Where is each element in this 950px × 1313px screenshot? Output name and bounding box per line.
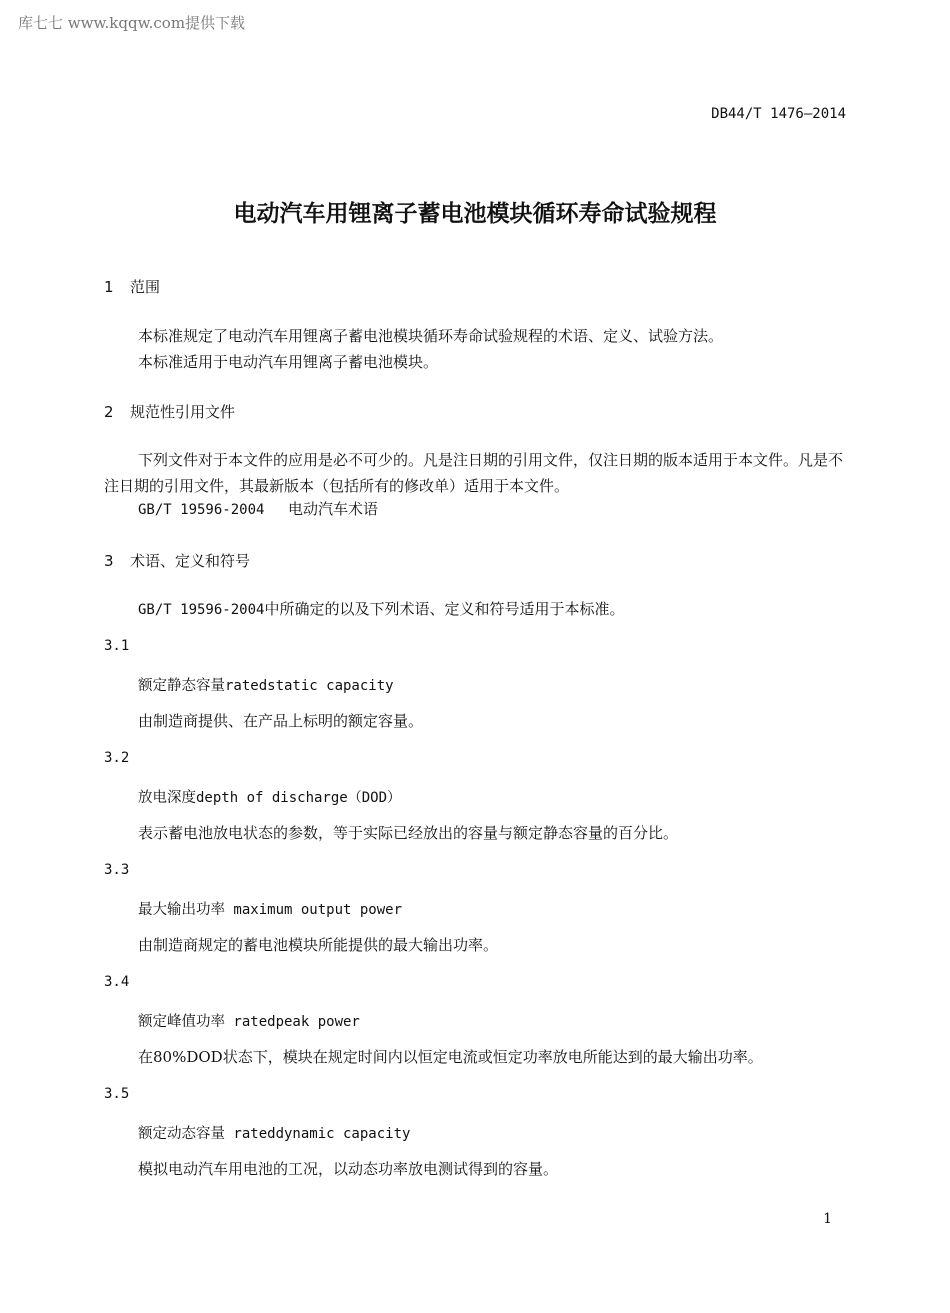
clause-number: 3.1 xyxy=(104,638,130,654)
section-title: 范围 xyxy=(130,278,161,296)
document-title: 电动汽车用锂离子蓄电池模块循环寿命试验规程 xyxy=(233,201,717,227)
reference-title: 电动汽车术语 xyxy=(288,500,379,518)
standard-number: DB44/T 1476—2014 xyxy=(711,106,846,122)
clause-number: 3.2 xyxy=(104,750,130,766)
section-number: 2 xyxy=(104,403,114,421)
term-zh: 额定静态容量 xyxy=(138,678,225,694)
paragraph: 下列文件对于本文件的应用是必不可少的。凡是注日期的引用文件，仅注日期的版本适用于本文件。凡是不注日期的引用文件，其最新版本（包括所有的修改单）适用于本文件。 xyxy=(104,451,844,495)
paragraph: 本标准适用于电动汽车用锂离子蓄电池模块。 xyxy=(138,353,439,371)
reference-entry xyxy=(138,498,378,519)
term xyxy=(138,786,401,807)
section-number: 3 xyxy=(104,552,114,570)
term-definition: 表示蓄电池放电状态的参数，等于实际已经放出的容量与额定静态容量的百分比。 xyxy=(138,824,679,842)
section-2-heading xyxy=(104,401,235,422)
term-en: maximum output power xyxy=(225,902,403,918)
term-en: depth of discharge（DOD） xyxy=(196,790,402,806)
term-zh: 最大输出功率 xyxy=(138,902,225,918)
reference-code: GB/T 19596-2004 xyxy=(138,502,265,518)
section-title: 术语、定义和符号 xyxy=(130,552,251,570)
term xyxy=(138,1122,410,1143)
paragraph-text: 中所确定的以及下列术语、定义和符号适用于本标准。 xyxy=(264,600,625,618)
term-en: ratedstatic capacity xyxy=(225,678,394,694)
section-3-heading xyxy=(104,550,250,571)
clause-number: 3.3 xyxy=(104,862,130,878)
term-zh: 放电深度 xyxy=(138,790,196,806)
reference-code: GB/T 19596-2004 xyxy=(138,602,265,618)
term-definition: 由制造商规定的蓄电池模块所能提供的最大输出功率。 xyxy=(138,936,499,954)
term-definition: 模拟电动汽车用电池的工况，以动态功率放电测试得到的容量。 xyxy=(138,1160,559,1178)
section-1-heading xyxy=(104,276,160,297)
watermark: 库七七 www.kqqw.com提供下载 xyxy=(18,14,246,32)
term-definition: 在80%DOD状态下，模块在规定时间内以恒定电流或恒定功率放电所能达到的最大输出功率。 xyxy=(138,1048,763,1066)
term-en: ratedpeak power xyxy=(225,1014,360,1030)
term-zh: 额定动态容量 xyxy=(138,1126,225,1142)
section-title: 规范性引用文件 xyxy=(130,403,236,421)
clause-number: 3.5 xyxy=(104,1086,130,1102)
term xyxy=(138,898,402,919)
paragraph: 本标准规定了电动汽车用锂离子蓄电池模块循环寿命试验规程的术语、定义、试验方法。 xyxy=(138,327,724,345)
page-number: 1 xyxy=(823,1211,832,1227)
paragraph xyxy=(138,598,624,619)
term-definition: 由制造商提供、在产品上标明的额定容量。 xyxy=(138,712,424,730)
term-en: rateddynamic capacity xyxy=(225,1126,411,1142)
section-number: 1 xyxy=(104,278,114,296)
term xyxy=(138,1010,360,1031)
term xyxy=(138,674,394,695)
term-zh: 额定峰值功率 xyxy=(138,1014,225,1030)
clause-number: 3.4 xyxy=(104,974,130,990)
